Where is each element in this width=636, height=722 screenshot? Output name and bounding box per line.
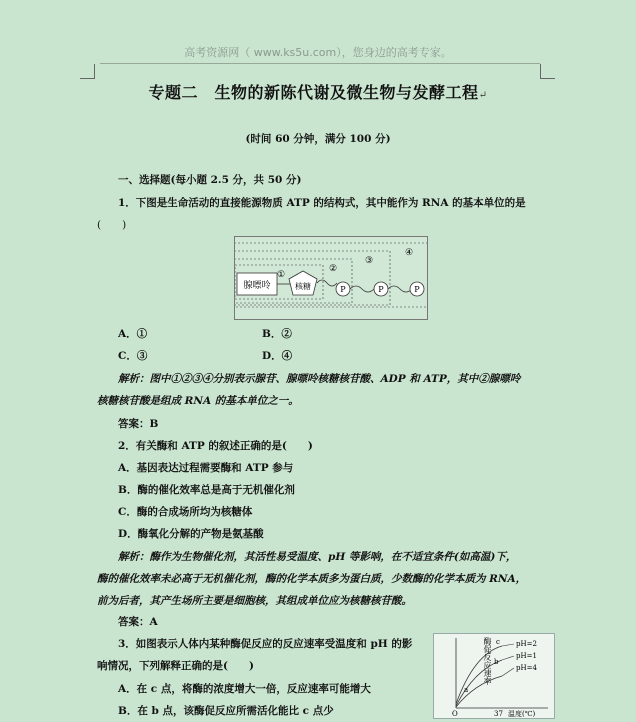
curve-ph1: pH=1: [516, 652, 537, 660]
q2-analysis-line1: 解析：酶作为生物催化剂，其活性易受温度、pH 等影响，在不适宜条件(如高温)下，: [118, 551, 517, 563]
ribose-label: 核糖: [295, 282, 311, 291]
curve-ph2: pH=2: [516, 640, 537, 648]
q2-option-d: D．酶氧化分解的产物是氨基酸: [118, 528, 264, 540]
point-c: c: [496, 638, 500, 646]
phosphate-2: P: [378, 285, 384, 294]
q2-option-a: A．基因表达过程需要酶和 ATP 参与: [118, 462, 294, 474]
page-title: [0, 80, 636, 103]
x-axis-label: 温度(℃): [508, 710, 536, 718]
enzyme-rate-figure: [433, 633, 555, 719]
return-mark: ↵: [478, 90, 488, 101]
q3-stem-line2: 响情况，下列解释正确的是( ): [97, 660, 254, 672]
crop-mark-left: [80, 64, 95, 79]
q2-option-b: B．酶的催化效率总是高于无机催化剂: [118, 484, 295, 496]
label-3: ③: [364, 256, 374, 266]
q1-option-c: C．③: [118, 350, 148, 362]
section-heading: 一、选择题(每小题 2.5 分，共 50 分): [118, 174, 302, 186]
q2-analysis-line3: 前为后者，其产生场所主要是细胞核，其组成单位应为核糖核苷酸。: [97, 595, 412, 607]
q2-option-c: C．酶的合成场所均为核糖体: [118, 506, 253, 518]
q3-option-a: A．在 c 点，将酶的浓度增大一倍，反应速率可能增大: [118, 683, 371, 695]
adenine-label: 腺嘌呤: [243, 281, 271, 291]
point-b: b: [494, 658, 499, 666]
label-1: ①: [276, 270, 286, 280]
phosphate-3: P: [414, 285, 420, 294]
q3-stem-line1: 3．如图表示人体内某种酶促反应的反应速率受温度和 pH 的影: [118, 638, 413, 650]
q1-analysis-line2: 核糖核苷酸是组成 RNA 的基本单位之一。: [97, 395, 299, 407]
title-text: 专题二 生物的新陈代谢及微生物与发酵工程: [148, 83, 479, 102]
q2-stem: 2．有关酶和 ATP 的叙述正确的是( ): [118, 440, 313, 452]
curve-ph4: pH=4: [516, 664, 537, 672]
point-a: a: [464, 686, 469, 694]
q1-option-b: B．②: [262, 328, 292, 340]
q1-answer: 答案：B: [118, 418, 159, 430]
label-2: ②: [328, 264, 338, 274]
phosphate-1: P: [340, 285, 346, 294]
q1-option-d: D．④: [262, 350, 293, 362]
q3-option-b: B．在 b 点，该酶促反应所需活化能比 c 点少: [118, 705, 334, 717]
y-axis-label-text: 酶促反应速率: [444, 637, 492, 646]
q2-analysis-line2: 酶的催化效率未必高于无机催化剂，酶的化学本质多为蛋白质，少数酶的化学本质为 RNA，: [97, 573, 527, 585]
q1-option-a: A．①: [118, 328, 148, 340]
header-rule: [100, 63, 540, 64]
crop-mark-right: [540, 64, 555, 79]
q1-stem-line2: ( ): [97, 219, 127, 231]
origin-label: O: [452, 710, 458, 718]
page-subtitle: (时间 60 分钟，满分 100 分): [245, 133, 391, 145]
label-4: ④: [404, 248, 414, 258]
atp-structure-figure: [234, 236, 428, 320]
header-note: 高考资源网（ www.ks5u.com），您身边的高考专家。: [184, 46, 452, 59]
y-axis-label: [444, 636, 492, 686]
q1-stem-line1: 1．下图是生命活动的直接能源物质 ATP 的结构式，其中能作为 RNA 的基本单位的是: [118, 197, 526, 209]
q2-answer: 答案：A: [118, 616, 158, 628]
tick-37: 37: [494, 710, 503, 718]
q1-analysis-line1: 解析：图中①②③④分别表示腺苷、腺嘌呤核糖核苷酸、ADP 和 ATP，其中②腺嘌呤: [118, 373, 521, 385]
